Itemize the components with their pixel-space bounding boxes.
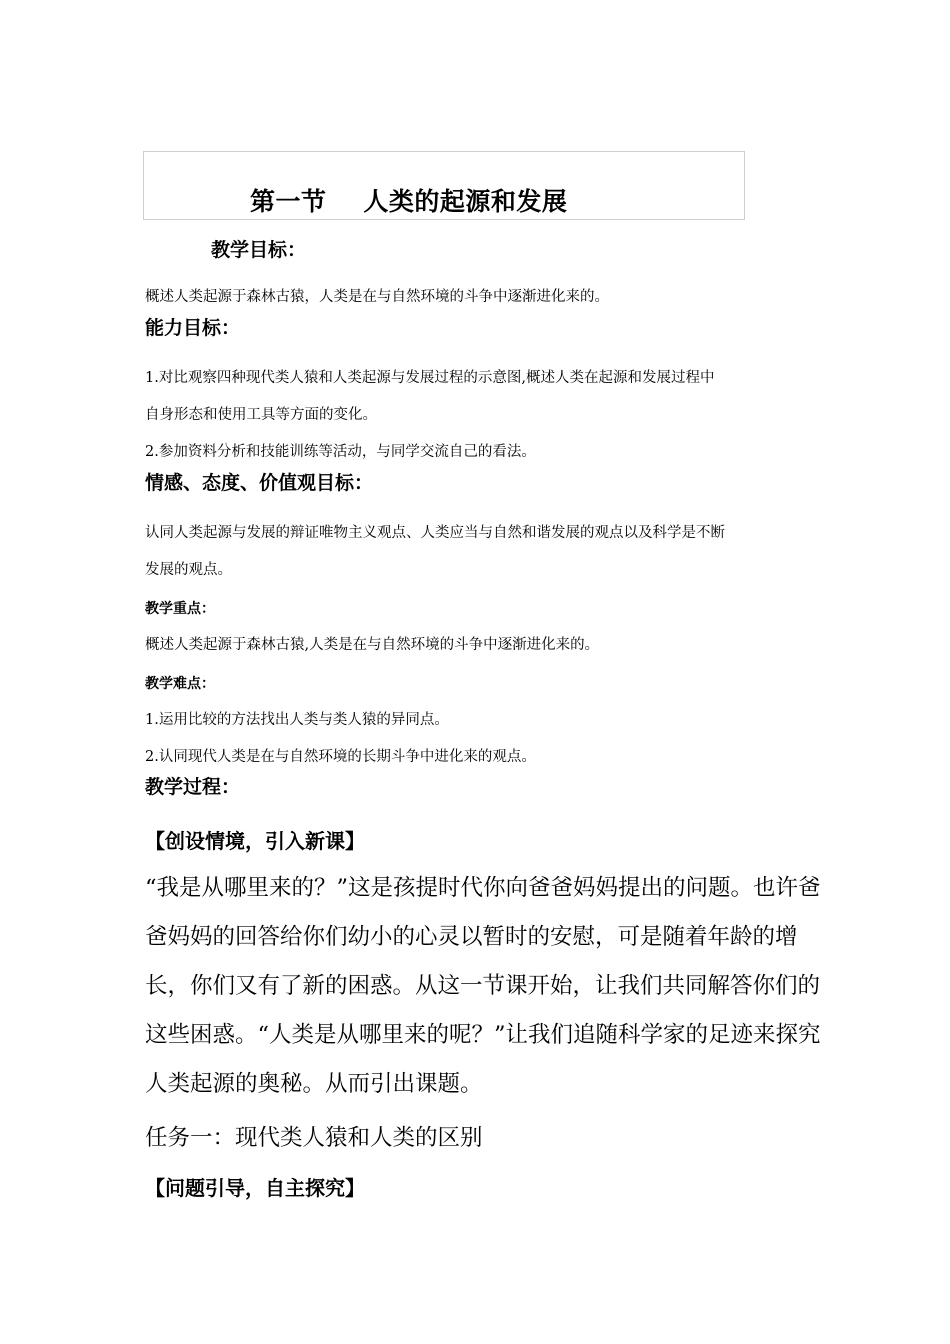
- key-point-text: 概述人类起源于森林古猿,人类是在与自然环境的斗争中逐渐进化来的。: [145, 637, 600, 653]
- teaching-goal-heading: 教学目标：: [211, 239, 307, 261]
- ability-goal-item1-line1: 1.对比观察四种现代类人猿和人类起源与发展过程的示意图,概述人类在起源和发展过程中: [145, 370, 715, 386]
- intro-paragraph-line: 长，你们又有了新的困惑。从这一节课开始，让我们共同解答你们的: [145, 973, 821, 999]
- difficulty-item2: 2.认同现代人类是在与自然环境的长期斗争中进化来的观点。: [145, 749, 536, 765]
- section1-heading: 【创设情境，引入新课】: [145, 829, 365, 853]
- intro-paragraph-line: 爸妈妈的回答给你们幼小的心灵以暂时的安慰，可是随着年龄的增: [145, 924, 798, 950]
- title-box: [143, 151, 745, 220]
- emotion-goal-line2: 发展的观点。: [145, 562, 232, 578]
- page-title: 第一节 人类的起源和发展: [250, 187, 568, 216]
- section2-heading: 【问题引导，自主探究】: [145, 1176, 365, 1200]
- intro-paragraph-line: 这些困惑。“人类是从哪里来的呢？”让我们追随科学家的足迹来探究: [145, 1022, 821, 1048]
- emotion-goal-line1: 认同人类起源与发展的辩证唯物主义观点、人类应当与自然和谐发展的观点以及科学是不断: [145, 525, 725, 541]
- key-point-heading: 教学重点：: [145, 601, 215, 617]
- intro-paragraph-line: 人类起源的奥秘。从而引出课题。: [145, 1071, 483, 1097]
- emotion-goal-heading: 情感、态度、价值观目标：: [145, 472, 374, 494]
- teaching-goal-text: 概述人类起源于森林古猿，人类是在与自然环境的斗争中逐渐进化来的。: [145, 289, 609, 305]
- task1-text: 任务一：现代类人猿和人类的区别: [145, 1125, 483, 1151]
- difficulty-item1: 1.运用比较的方法找出人类与类人猿的异同点。: [145, 712, 449, 728]
- process-heading: 教学过程：: [145, 776, 241, 798]
- intro-paragraph-line: “我是从哪里来的？”这是孩提时代你向爸爸妈妈提出的问题。也许爸: [145, 875, 821, 901]
- difficulty-heading: 教学难点：: [145, 676, 215, 692]
- ability-goal-heading: 能力目标：: [145, 317, 241, 339]
- ability-goal-item1-line2: 自身形态和使用工具等方面的变化。: [145, 407, 377, 423]
- ability-goal-item2: 2.参加资料分析和技能训练等活动，与同学交流自己的看法。: [145, 444, 536, 460]
